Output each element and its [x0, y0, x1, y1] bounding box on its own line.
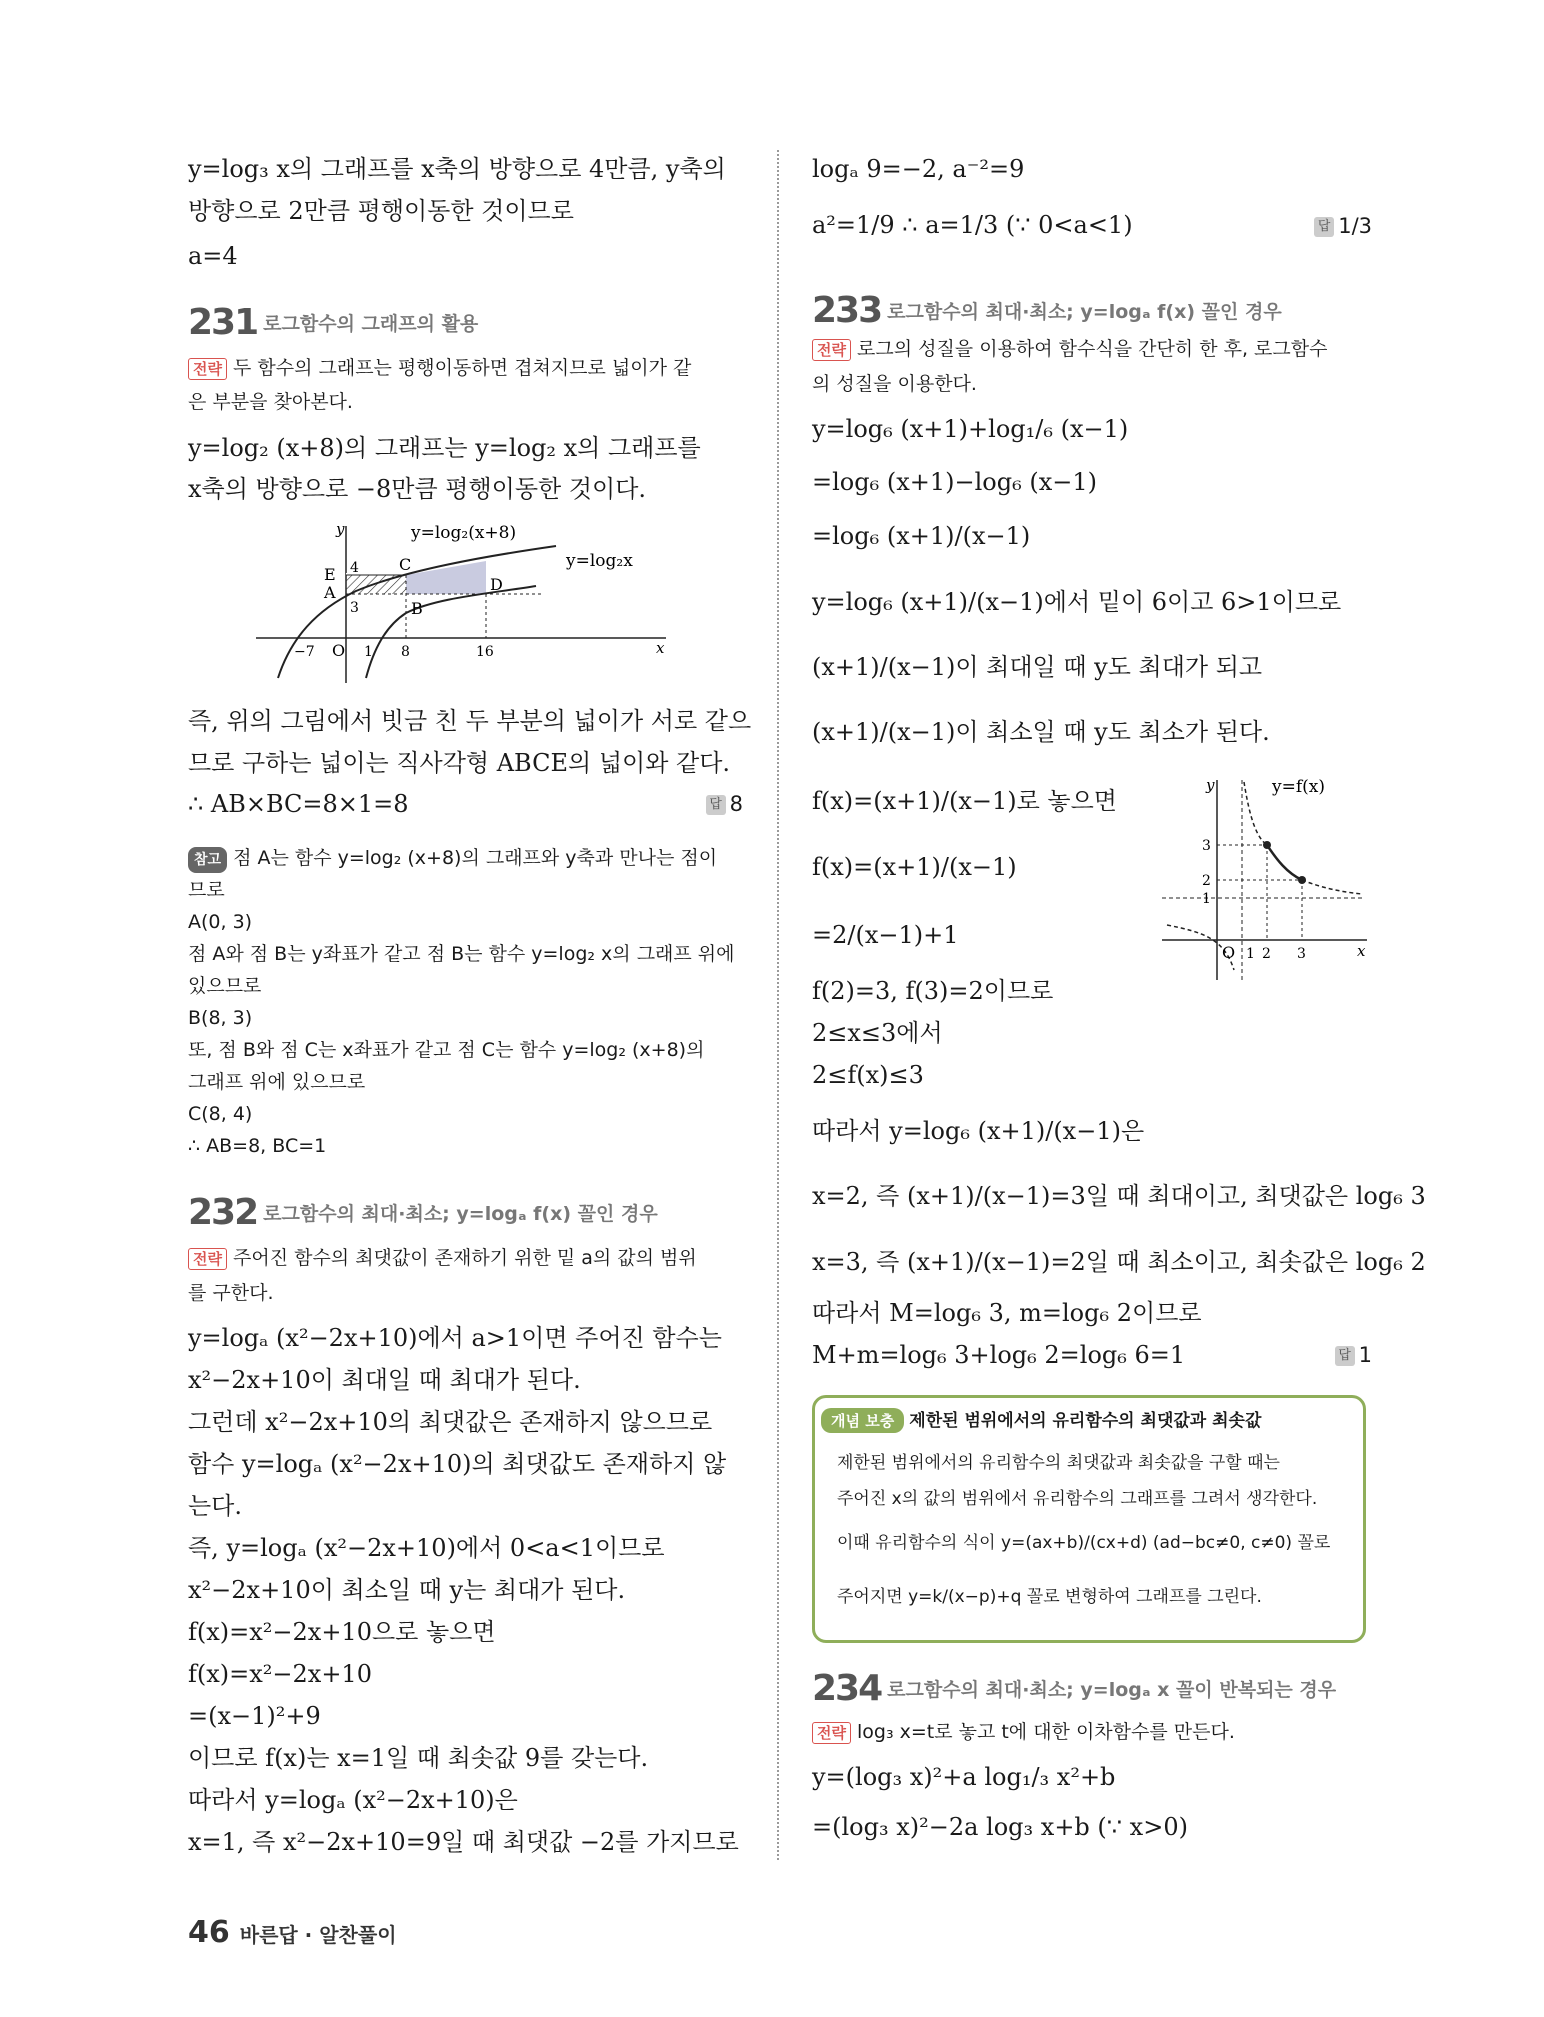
answer-value: 8: [729, 792, 743, 816]
note-line: [188, 846, 717, 873]
curve-log2-x: [366, 586, 536, 678]
strategy-tag: 전략: [812, 1722, 851, 1744]
text-line: y=log₆ (x+1)+log₁/₆ (x−1): [812, 415, 1129, 443]
text-line: y=logₐ (x²−2x+10)에서 a>1이면 주어진 함수는: [188, 1324, 722, 1352]
strategy-text: 로그의 성질을 이용하여 함수식을 간단히 한 후, 로그함수: [856, 338, 1328, 360]
point-label: C: [399, 555, 412, 574]
answer-value: 1: [1358, 1343, 1372, 1367]
axis-label-y: y: [1206, 776, 1215, 794]
answer-231: [706, 792, 743, 816]
problem-title: 로그함수의 최대·최소; y=logₐ x 꼴이 반복되는 경우: [887, 1679, 1337, 1701]
answer-mark: 답: [1335, 1346, 1355, 1366]
text-line: x²−2x+10이 최대일 때 최대가 된다.: [188, 1366, 581, 1394]
tick-label: 3: [350, 600, 359, 616]
note-line: C(8, 4): [188, 1103, 253, 1125]
text-line: y=log₆ (x+1)/(x−1)에서 밑이 6이고 6>1이므로: [812, 588, 1342, 616]
book-title: 바른답 · 알찬풀이: [239, 1923, 397, 1947]
problem-number: 231: [188, 302, 258, 343]
concept-line: 주어지면 y=k/(x−p)+q 꼴로 변형하여 그래프를 그린다.: [837, 1587, 1262, 1607]
problem-number: 233: [812, 290, 882, 331]
axis-label-x: x: [1357, 942, 1366, 960]
tick-label: 1: [1202, 891, 1211, 907]
note-line: ∴ AB=8, BC=1: [188, 1135, 327, 1157]
text-line: y=(log₃ x)²+a log₁/₃ x²+b: [812, 1763, 1116, 1791]
concept-box: [812, 1395, 1366, 1643]
concept-tag: 개념 보충: [821, 1408, 904, 1433]
answer-value: 1/3: [1338, 214, 1372, 238]
strategy-tag: 전략: [188, 1248, 227, 1270]
strategy-line: [812, 1720, 1235, 1744]
problem-heading-232: [188, 1192, 658, 1233]
point-label: D: [490, 575, 503, 594]
curve-label-1: y=log₂(x+8): [411, 523, 517, 543]
text-line: f(x)=(x+1)/(x−1)로 놓으면: [812, 787, 1117, 815]
note-line: 점 A와 점 B는 y좌표가 같고 점 B는 함수 y=log₂ x의 그래프 위에: [188, 943, 735, 965]
text-line: 따라서 y=log₆ (x+1)/(x−1)은: [812, 1117, 1145, 1145]
problem-title: 로그함수의 그래프의 활용: [263, 313, 479, 335]
tick-label: 4: [350, 560, 359, 576]
text-line: ∴ AB×BC=8×1=8: [188, 790, 409, 818]
note-line: B(8, 3): [188, 1007, 253, 1029]
answer-mark: 답: [1314, 217, 1334, 237]
tick-label: 3: [1297, 946, 1306, 962]
strategy-line: [812, 337, 1327, 361]
tick-label: 3: [1202, 838, 1211, 854]
strategy-tag: 전략: [812, 339, 851, 361]
tick-label: 16: [476, 644, 494, 660]
text-line: a²=1/9 ∴ a=1/3 (∵ 0<a<1): [812, 211, 1133, 239]
curve-f: [1267, 845, 1302, 880]
answer-mark: 답: [706, 795, 726, 815]
text-line: x²−2x+10이 최소일 때 y는 최대가 된다.: [188, 1576, 626, 1604]
text-line: 는다.: [188, 1492, 242, 1520]
text-line: 이므로 f(x)는 x=1일 때 최솟값 9를 갖는다.: [188, 1744, 649, 1772]
strategy-text: log₃ x=t로 놓고 t에 대한 이차함수를 만든다.: [856, 1721, 1235, 1743]
page-footer: [188, 1915, 397, 1950]
text-line: M+m=log₆ 3+log₆ 2=log₆ 6=1: [812, 1341, 1186, 1369]
concept-line: 주어진 x의 값의 범위에서 유리함수의 그래프를 그려서 생각한다.: [837, 1489, 1318, 1509]
answer-233: [1335, 1343, 1372, 1367]
strategy-text: 주어진 함수의 최댓값이 존재하기 위한 밑 a의 값의 범위: [232, 1247, 697, 1269]
point-label: B: [411, 599, 423, 618]
text-line: 2≤f(x)≤3: [812, 1061, 924, 1089]
problem-number: 234: [812, 1668, 882, 1709]
note-tag: 참고: [188, 847, 227, 873]
text-line: 방향으로 2만큼 평행이동한 것이므로: [188, 197, 574, 225]
text-line: logₐ 9=−2, a⁻²=9: [812, 155, 1025, 183]
column-divider: [777, 150, 779, 1860]
concept-line: 제한된 범위에서의 유리함수의 최댓값과 최솟값을 구할 때는: [837, 1453, 1280, 1473]
strategy-line: 의 성질을 이용한다.: [812, 373, 977, 395]
strategy-line: 은 부분을 찾아본다.: [188, 391, 353, 413]
text-line: 즉, y=logₐ (x²−2x+10)에서 0<a<1이므로: [188, 1534, 665, 1562]
problem-heading-231: [188, 302, 478, 343]
text-line: =(log₃ x)²−2a log₃ x+b (∵ x>0): [812, 1813, 1188, 1841]
text-line: 2≤x≤3에서: [812, 1019, 943, 1047]
text-line: y=log₃ x의 그래프를 x축의 방향으로 4만큼, y축의: [188, 155, 726, 183]
text-line: =(x−1)²+9: [188, 1702, 321, 1730]
point-label: E: [324, 565, 336, 584]
text-line: f(x)=(x+1)/(x−1): [812, 853, 1017, 881]
text-line: (x+1)/(x−1)이 최소일 때 y도 최소가 된다.: [812, 718, 1270, 746]
text-line: f(x)=x²−2x+10: [188, 1660, 372, 1688]
note-text: 점 A는 함수 y=log₂ (x+8)의 그래프와 y축과 만나는 점이: [233, 847, 718, 869]
point-label: A: [324, 583, 336, 602]
text-line: 따라서 y=logₐ (x²−2x+10)은: [188, 1786, 518, 1814]
strategy-line: 를 구한다.: [188, 1282, 274, 1304]
log-graph-231: [256, 518, 676, 688]
note-line: 있으므로: [188, 975, 262, 997]
tick-label: 8: [401, 644, 410, 660]
curve-label-2: y=log₂x: [566, 551, 633, 571]
note-line: 또, 점 B와 점 C는 x좌표가 같고 점 C는 함수 y=log₂ (x+8)의: [188, 1039, 705, 1061]
text-line: x=3, 즉 (x+1)/(x−1)=2일 때 최소이고, 최솟값은 log₆ 2: [812, 1248, 1426, 1276]
strategy-text: 두 함수의 그래프는 평행이동하면 겹쳐지므로 넓이가 같: [232, 357, 692, 379]
concept-line: 이때 유리함수의 식이 y=(ax+b)/(cx+d) (ad−bc≠0, c≠0) 꼴로: [837, 1533, 1331, 1553]
point-label: O: [332, 641, 346, 660]
text-line: =2/(x−1)+1: [812, 921, 959, 949]
strategy-tag: 전략: [188, 358, 227, 380]
problem-number: 232: [188, 1192, 258, 1233]
text-line: 함수 y=logₐ (x²−2x+10)의 최댓값도 존재하지 않: [188, 1450, 727, 1478]
axis-label-x: x: [656, 639, 665, 657]
curve-label: y=f(x): [1272, 777, 1325, 797]
rational-graph-233: [1162, 770, 1372, 990]
text-line: f(2)=3, f(3)=2이므로: [812, 977, 1054, 1005]
text-line: =log₆ (x+1)−log₆ (x−1): [812, 468, 1097, 496]
text-line: y=log₂ (x+8)의 그래프는 y=log₂ x의 그래프를: [188, 434, 701, 462]
text-line: x=1, 즉 x²−2x+10=9일 때 최댓값 −2를 가지므로: [188, 1828, 739, 1856]
concept-title: 제한된 범위에서의 유리함수의 최댓값과 최솟값: [909, 1411, 1262, 1431]
text-line: 그런데 x²−2x+10의 최댓값은 존재하지 않으므로: [188, 1408, 713, 1436]
axis-label-y: y: [336, 520, 345, 538]
note-line: 므로: [188, 879, 225, 901]
tick-label: 1: [364, 644, 373, 660]
strategy-line: [188, 1246, 697, 1270]
tick-label: 1: [1246, 946, 1255, 962]
text-line: =log₆ (x+1)/(x−1): [812, 522, 1031, 550]
text-line: a=4: [188, 242, 238, 270]
page-number: 46: [188, 1915, 230, 1950]
note-line: 그래프 위에 있으므로: [188, 1071, 366, 1093]
problem-title: 로그함수의 최대·최소; y=logₐ f(x) 꼴인 경우: [263, 1203, 658, 1225]
problem-heading-233: [812, 290, 1282, 331]
tick-label: 2: [1262, 946, 1271, 962]
concept-box-header: [821, 1406, 1261, 1433]
note-line: A(0, 3): [188, 911, 253, 933]
problem-heading-234: [812, 1668, 1336, 1709]
origin-label: O: [1222, 943, 1236, 962]
text-line: x=2, 즉 (x+1)/(x−1)=3일 때 최대이고, 최댓값은 log₆ 3: [812, 1182, 1426, 1210]
text-line: (x+1)/(x−1)이 최대일 때 y도 최대가 되고: [812, 653, 1263, 681]
text-line: x축의 방향으로 −8만큼 평행이동한 것이다.: [188, 475, 647, 503]
tick-label: −7: [294, 644, 315, 660]
text-line: 므로 구하는 넓이는 직사각형 ABCE의 넓이와 같다.: [188, 749, 731, 777]
tick-label: 2: [1202, 873, 1211, 889]
text-line: 즉, 위의 그림에서 빗금 친 두 부분의 넓이가 서로 같으: [188, 707, 752, 735]
text-line: 따라서 M=log₆ 3, m=log₆ 2이므로: [812, 1299, 1202, 1327]
strategy-line: [188, 356, 691, 380]
text-line: f(x)=x²−2x+10으로 놓으면: [188, 1618, 496, 1646]
answer-top: [1314, 214, 1372, 238]
problem-title: 로그함수의 최대·최소; y=logₐ f(x) 꼴인 경우: [887, 301, 1282, 323]
